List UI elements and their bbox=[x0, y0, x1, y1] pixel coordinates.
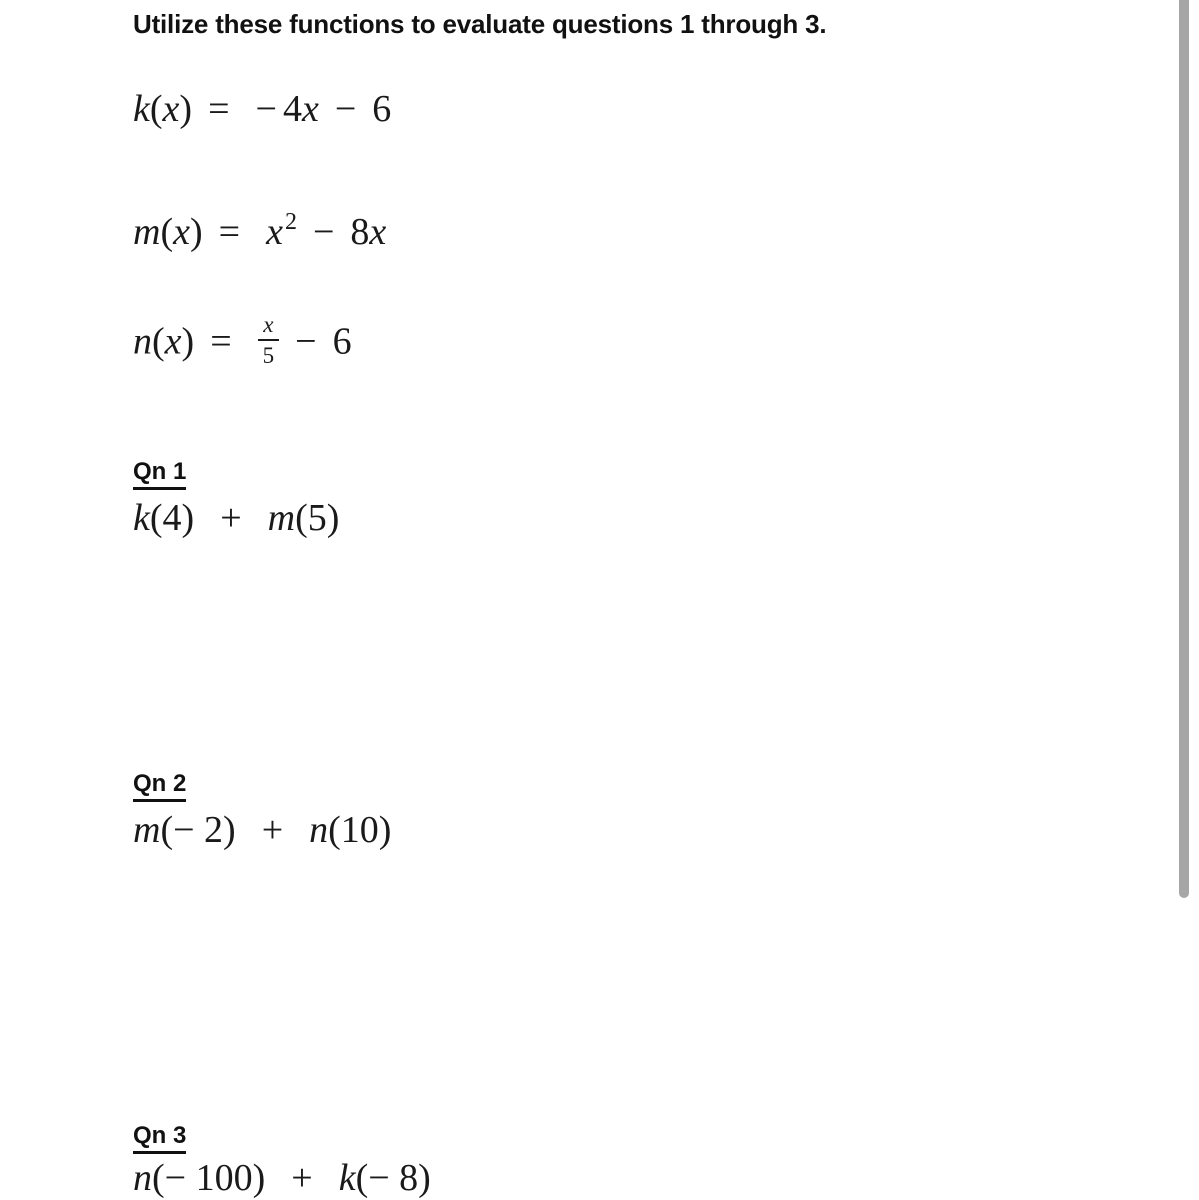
question-2-expression bbox=[133, 807, 391, 853]
fraction-numerator: x bbox=[263, 312, 274, 337]
math-symbol: (4) bbox=[149, 497, 195, 539]
math-variable: x bbox=[301, 88, 319, 130]
math-symbol: (− 100) bbox=[152, 1157, 266, 1199]
fraction-denominator: 5 bbox=[262, 343, 275, 368]
math-variable: k bbox=[338, 1157, 356, 1199]
math-symbol: 4 bbox=[282, 88, 302, 130]
function-definition-n bbox=[133, 312, 352, 372]
math-variable: n bbox=[133, 320, 152, 363]
function-definition-m bbox=[133, 209, 386, 260]
math-variable: x bbox=[162, 88, 180, 130]
math-symbol: + bbox=[220, 497, 242, 539]
instructions-text: Utilize these functions to evaluate questions 1 through 3. bbox=[133, 9, 827, 39]
math-symbol: − bbox=[334, 88, 357, 130]
math-symbol: 8 bbox=[350, 211, 370, 253]
math-variable: n bbox=[309, 809, 329, 851]
math-symbol: ( bbox=[149, 88, 163, 130]
math-symbol: (− 8) bbox=[355, 1157, 431, 1199]
math-symbol: (5) bbox=[295, 497, 340, 539]
question-1 bbox=[133, 457, 186, 490]
math-symbol: − bbox=[312, 211, 335, 253]
math-variable: n bbox=[133, 1157, 152, 1199]
function-definition-k bbox=[133, 86, 391, 132]
math-variable: m bbox=[133, 809, 161, 851]
question-1-expression bbox=[133, 495, 339, 541]
math-symbol: − bbox=[255, 88, 277, 130]
math-symbol: = bbox=[208, 88, 230, 130]
question-2 bbox=[133, 769, 186, 802]
math-symbol: (− 2) bbox=[160, 809, 236, 851]
question-2-label: Qn 2 bbox=[133, 769, 186, 802]
math-variable: k bbox=[133, 497, 150, 539]
math-variable: m bbox=[267, 497, 296, 539]
vertical-scrollbar-thumb[interactable] bbox=[1179, 0, 1189, 898]
math-symbol: = bbox=[210, 320, 232, 363]
math-symbol: − bbox=[295, 320, 317, 363]
math-variable: x bbox=[369, 211, 387, 253]
math-symbol: + bbox=[261, 809, 284, 851]
math-variable: x bbox=[173, 211, 190, 253]
math-symbol: + bbox=[291, 1157, 313, 1199]
question-1-label: Qn 1 bbox=[133, 457, 186, 490]
math-variable: m bbox=[133, 211, 161, 253]
superscript-exponent: 2 bbox=[284, 209, 297, 235]
question-3-expression bbox=[133, 1155, 431, 1200]
math-symbol: 6 bbox=[332, 320, 352, 363]
question-3 bbox=[133, 1121, 186, 1154]
math-symbol: ) bbox=[179, 88, 193, 130]
math-variable: x bbox=[266, 211, 283, 253]
math-symbol: ( bbox=[152, 320, 165, 363]
math-symbol: ) bbox=[189, 211, 203, 253]
math-symbol: ) bbox=[181, 320, 195, 363]
question-3-label: Qn 3 bbox=[133, 1121, 186, 1154]
math-variable: k bbox=[133, 88, 150, 130]
fraction bbox=[258, 313, 280, 367]
math-symbol: (10) bbox=[328, 809, 392, 851]
math-symbol: ( bbox=[160, 211, 174, 253]
math-symbol: = bbox=[218, 211, 241, 253]
math-variable: x bbox=[164, 320, 182, 363]
math-symbol: 6 bbox=[372, 88, 392, 130]
